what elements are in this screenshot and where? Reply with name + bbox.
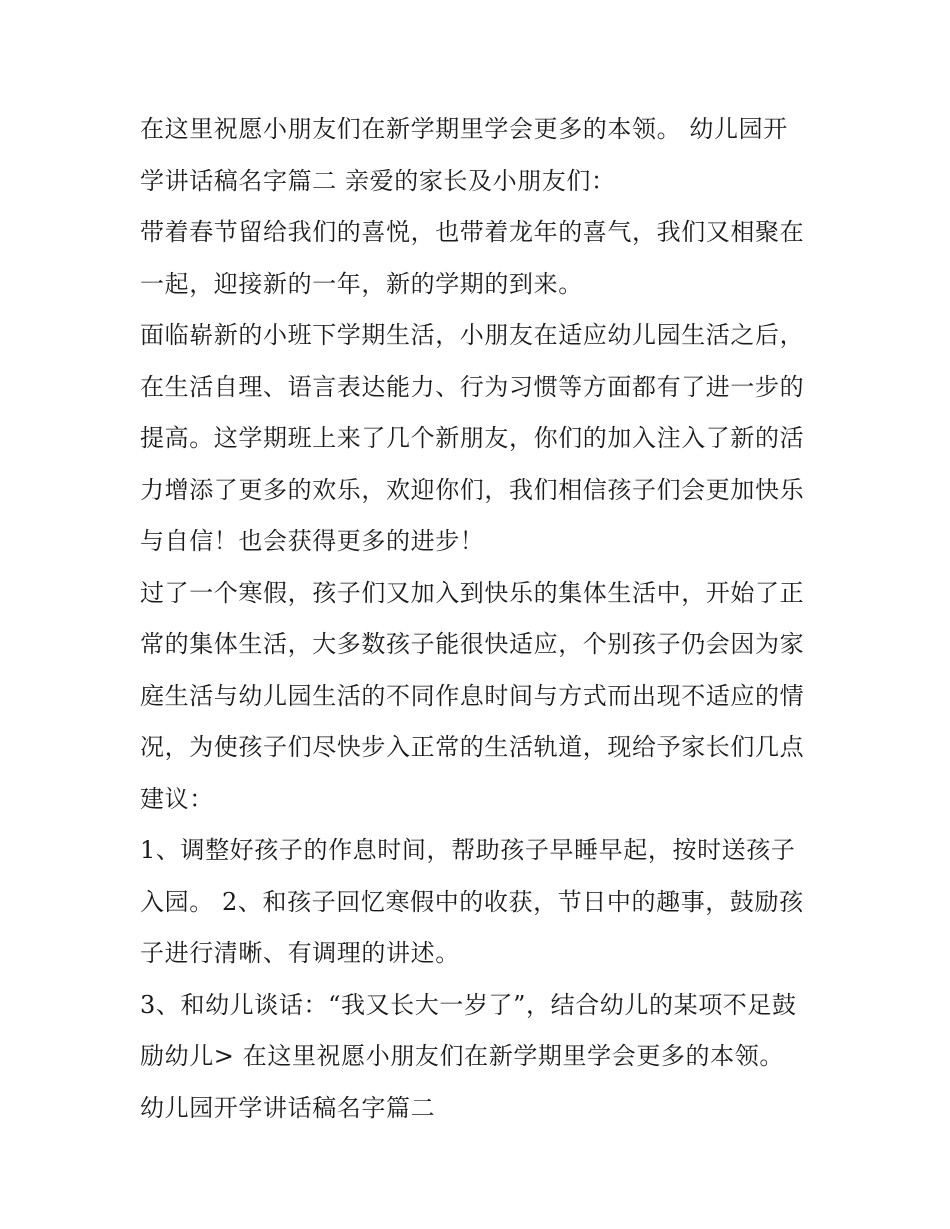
text-line: 子进行清晰、有调理的讲述。 <box>140 939 460 967</box>
text-line: 幼儿园开学讲话稿名字篇二 <box>140 1093 436 1122</box>
text-line: 学讲话稿名字篇二 亲爱的家长及小朋友们： <box>140 166 616 195</box>
text-line: 励幼儿> 在这里祝愿小朋友们在新学期里学会更多的本领。 <box>140 1042 784 1070</box>
text-line: 过了一个寒假，孩子们又加入到快乐的集体生活中，开始了正 <box>140 578 805 607</box>
document-body <box>140 104 820 1134</box>
text-line: 面临崭新的小班下学期生活，小朋友在适应幼儿园生活之后， <box>140 321 805 349</box>
text-line: 带着春节留给我们的喜悦，也带着龙年的喜气，我们又相聚在 <box>140 218 805 246</box>
text-line: 在生活自理、语言表达能力、行为习惯等方面都有了进一步的 <box>140 372 805 401</box>
text-line: 与自信！也会获得更多的进步！ <box>140 527 485 555</box>
text-line: 3、和幼儿谈话：“我又长大一岁了”，结合幼儿的某项不足鼓 <box>140 990 797 1019</box>
text-line: 一起，迎接新的一年，新的学期的到来。 <box>140 269 583 298</box>
text-line: 入园。 2、和孩子回忆寒假中的收获，节日中的趣事，鼓励孩 <box>140 887 804 916</box>
text-line: 况，为使孩子们尽快步入正常的生活轨道，现给予家长们几点 <box>140 733 805 761</box>
text-line: 力增添了更多的欢乐，欢迎你们，我们相信孩子们会更加快乐 <box>140 475 805 504</box>
text-line: 提高。这学期班上来了几个新朋友，你们的加入注入了新的活 <box>140 424 805 452</box>
text-line: 庭生活与幼儿园生活的不同作息时间与方式而出现不适应的情 <box>140 681 805 710</box>
text-line: 1、调整好孩子的作息时间，帮助孩子早睡早起，按时送孩子 <box>140 836 796 864</box>
text-line: 建议： <box>140 784 214 813</box>
text-line: 常的集体生活，大多数孩子能很快适应，个别孩子仍会因为家 <box>140 630 805 658</box>
text-line: 在这里祝愿小朋友们在新学期里学会更多的本领。 幼儿园开 <box>140 115 788 143</box>
